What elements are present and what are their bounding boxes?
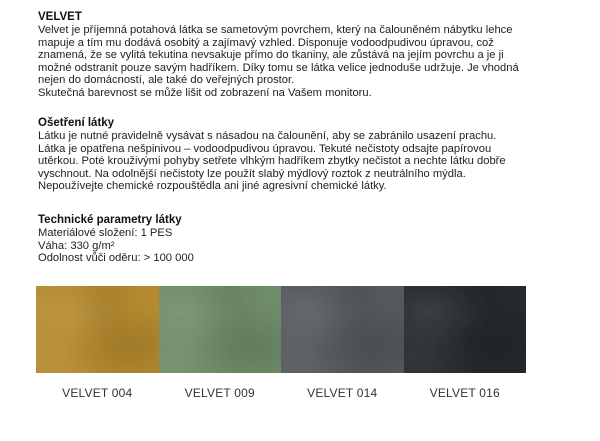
care-text-line: Nepoužívejte chemické rozpouštědla ani jiné agresivní chemické látky. bbox=[38, 180, 387, 193]
fabric-texture bbox=[159, 286, 282, 373]
velvet-heading: VELVET bbox=[38, 11, 82, 23]
velvet-text-line: Velvet je příjemná potahová látka se sametovým povrchem, který na čalouněném nábytku lehce bbox=[38, 24, 513, 36]
velvet-text-line: znamená, že se vylitá tekutina nevsakuje přímo do tkaniny, ale zůstává na jejím povrchu a je ji bbox=[38, 49, 504, 62]
fabric-texture bbox=[404, 286, 527, 373]
care-text-line: vyschnout. Na odolnější nečistoty lze použít slabý mýdlový roztok z neutrálního mýdla. bbox=[38, 167, 466, 180]
swatch-label: VELVET 004 bbox=[62, 386, 133, 400]
velvet-text-line: Skutečná barevnost se může lišit od zobrazení na Vašem monitoru. bbox=[38, 86, 372, 99]
tech-params-section bbox=[38, 214, 578, 265]
fabric-texture bbox=[36, 286, 159, 373]
care-text-line: utěrkou. Poté krouživými pohyby setřete vlhkým hadříkem zbytky nečistot a nechte látku dobře bbox=[38, 155, 506, 168]
velvet-text-line: mapuje a tím mu dodává osobitý a zajímavý vzhled. Disponuje vodoodpudivou úpravou, což bbox=[38, 36, 494, 49]
velvet-section bbox=[38, 11, 578, 100]
care-text-line: Látku je nutné pravidelně vysávat s násadou na čalounění, aby se zabránilo usazení prachu. bbox=[38, 130, 497, 142]
care-section bbox=[38, 117, 578, 193]
swatch-label: VELVET 016 bbox=[429, 386, 500, 400]
swatch-velvet-004 bbox=[36, 286, 159, 373]
swatch-velvet-009 bbox=[159, 286, 282, 373]
swatch-labels bbox=[36, 386, 526, 400]
abrasion-resistance: Odolnost vůči oděru: > 100 000 bbox=[38, 252, 194, 265]
velvet-text-line: nejen do domácností, ale také do veřejných prostor. bbox=[38, 74, 295, 87]
swatch-velvet-014 bbox=[281, 286, 404, 373]
fabric-texture bbox=[281, 286, 404, 373]
care-text-line: Látka je opatřena nešpinivou – vodoodpudivou úpravou. Tekuté nečistoty odsajte papírovou bbox=[38, 142, 492, 155]
tech-params-heading: Technické parametry látky bbox=[38, 214, 182, 226]
swatch-strip bbox=[36, 286, 526, 373]
swatch-label: VELVET 014 bbox=[307, 386, 378, 400]
velvet-text-line: možné odstranit pouze savým hadříkem. Díky tomu se látka velice jednoduše udržuje. Je vhodná bbox=[38, 61, 519, 74]
material-composition: Materiálové složení: 1 PES bbox=[38, 227, 173, 239]
fabric-weight: Váha: 330 g/m² bbox=[38, 239, 115, 252]
swatch-label: VELVET 009 bbox=[184, 386, 255, 400]
care-heading: Ošetření látky bbox=[38, 117, 115, 129]
swatch-velvet-016 bbox=[404, 286, 527, 373]
